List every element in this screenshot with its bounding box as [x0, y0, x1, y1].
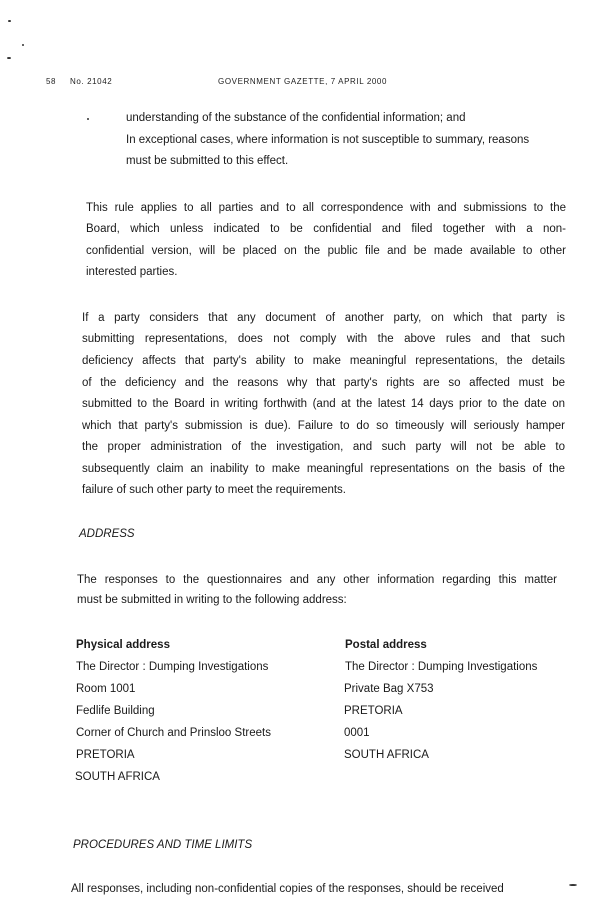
- paragraph-line: Board, which unless indicated to be confidential and filed together with a non-: [86, 223, 566, 235]
- paragraph-line: interested parties.: [86, 266, 178, 278]
- postal-address-line: Private Bag X753: [344, 683, 434, 695]
- physical-address-line: SOUTH AFRICA: [75, 771, 160, 783]
- paragraph-line: subsequently claim an inability to make meaningful representations on the basis of the: [82, 463, 565, 475]
- scan-speck: [87, 118, 89, 120]
- address-heading: ADDRESS: [79, 528, 135, 540]
- paragraph-line: submitting representations, does not comply with the above rules and that such: [82, 333, 565, 345]
- page-number: 58: [46, 77, 57, 86]
- paragraph-line: the proper administration of the investigation, and such party will not be able to: [82, 441, 565, 453]
- list-item: must be submitted to this effect.: [126, 155, 289, 167]
- physical-address-line: Corner of Church and Prinsloo Streets: [76, 727, 271, 739]
- paragraph-line: of the deficiency and the reasons why that party's rights are so affected must be: [82, 377, 565, 389]
- issue-number: No. 21042: [70, 77, 113, 86]
- scan-speck: [8, 20, 11, 22]
- scan-speck: [7, 57, 11, 59]
- gazette-title: GOVERNMENT GAZETTE, 7 APRIL 2000: [218, 77, 388, 86]
- postal-address-line: 0001: [344, 727, 370, 739]
- postal-address-line: SOUTH AFRICA: [344, 749, 429, 761]
- paragraph-line: If a party considers that any document of another party, on which that party is: [82, 312, 565, 324]
- paragraph-line: deficiency affects that party's ability to make meaningful representations, the details: [82, 355, 565, 367]
- scan-speck: [22, 44, 24, 46]
- postal-address-line: PRETORIA: [344, 705, 403, 717]
- procedures-text: All responses, including non-confidential copies of the responses, should be received: [71, 883, 504, 895]
- paragraph-line: This rule applies to all parties and to all correspondence with and submissions to the: [86, 202, 566, 214]
- physical-address-heading: Physical address: [76, 639, 170, 651]
- physical-address-line: Fedlife Building: [76, 705, 155, 717]
- address-intro-line: must be submitted in writing to the following address:: [77, 594, 347, 606]
- postal-address-line: The Director : Dumping Investigations: [345, 661, 538, 673]
- paragraph-line: submitted to the Board in writing forthwith (and at the latest 14 days prior to the date on: [82, 398, 565, 410]
- paragraph-line: which that party's submission is due). Failure to do so timeously will seriously hamper: [82, 420, 565, 432]
- physical-address-line: PRETORIA: [76, 749, 135, 761]
- postal-address-heading: Postal address: [345, 639, 427, 651]
- scan-speck: [569, 884, 577, 886]
- paragraph-line: failure of such other party to meet the requirements.: [82, 484, 346, 496]
- procedures-heading: PROCEDURES AND TIME LIMITS: [73, 839, 253, 851]
- paragraph-line: confidential version, will be placed on the public file and be made available to other: [86, 245, 566, 257]
- address-intro-line: The responses to the questionnaires and any other information regarding this matter: [77, 574, 557, 586]
- physical-address-line: Room 1001: [76, 683, 136, 695]
- list-item: In exceptional cases, where information is not susceptible to summary, reasons: [126, 134, 530, 146]
- physical-address-line: The Director : Dumping Investigations: [76, 661, 269, 673]
- list-item: understanding of the substance of the confidential information; and: [126, 112, 466, 124]
